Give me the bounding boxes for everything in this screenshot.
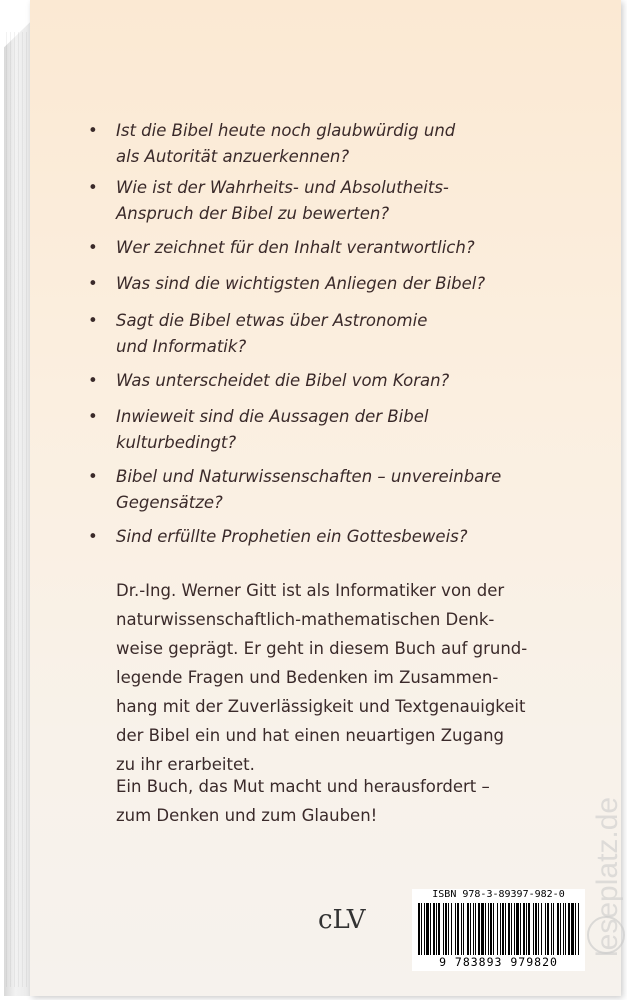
barcode-bar — [421, 903, 422, 955]
question-item — [88, 235, 536, 261]
barcode-bar — [473, 903, 474, 955]
question-line: Ist die Bibel heute noch glaubwürdig und — [116, 121, 456, 140]
tagline-line: zum Denken und zum Glauben! — [116, 806, 378, 825]
question-line: kulturbedingt? — [116, 433, 237, 452]
barcode-bar — [516, 903, 519, 955]
bullet: • — [88, 407, 98, 426]
barcode-bar — [557, 903, 559, 955]
barcode-bar — [426, 903, 429, 955]
bullet: • — [88, 121, 98, 140]
barcode-bar — [538, 903, 539, 955]
barcode-bar — [448, 903, 449, 955]
barcode-bar — [523, 903, 525, 955]
barcode-bar — [445, 903, 447, 955]
publisher-logo: cLV — [318, 905, 366, 935]
barcode-bar — [578, 903, 579, 955]
question-item — [88, 308, 536, 360]
question-line: Sind erfüllte Prophetien ein Gottesbeweis? — [116, 527, 468, 546]
description-line: weise geprägt. Er geht in diesem Buch auf grund- — [116, 639, 528, 658]
barcode-bar — [553, 903, 554, 955]
barcode-bar — [463, 903, 464, 955]
question-line: Sagt die Bibel etwas über Astronomie — [116, 311, 428, 330]
barcode-bar — [541, 903, 542, 955]
question-item — [88, 271, 536, 297]
barcode-bar — [436, 903, 437, 955]
barcode-bar — [560, 903, 561, 955]
description-line: legende Fragen und Bedenken im Zusammen- — [116, 668, 499, 687]
barcode — [416, 903, 581, 955]
barcode-bar — [533, 903, 534, 955]
question-line: und Informatik? — [116, 337, 247, 356]
barcode-bar — [535, 903, 537, 955]
isbn-label: ISBN 978-3-89397-982-0 — [432, 889, 565, 900]
question-item — [88, 118, 536, 170]
watermark — [586, 690, 626, 990]
barcode-bar — [563, 903, 564, 955]
question-line: Was sind die wichtigsten Anliegen der Bibel? — [116, 274, 486, 293]
question-line: Wer zeichnet für den Inhalt verantwortlich? — [116, 238, 475, 257]
barcode-bar — [520, 903, 521, 955]
question-line: Wie ist der Wahrheits- und Absolutheits- — [116, 178, 449, 197]
barcode-bar — [481, 903, 484, 955]
author-description — [116, 576, 556, 779]
barcode-bar — [490, 903, 492, 955]
barcode-number: 9 783893 979820 — [439, 955, 558, 969]
barcode-bar — [514, 903, 515, 955]
barcode-bar — [470, 903, 471, 955]
bullet: • — [88, 178, 98, 197]
barcode-bar — [497, 903, 498, 955]
question-line: Was unterscheidet die Bibel vom Koran? — [116, 371, 450, 390]
bullet: • — [88, 371, 98, 390]
barcode-bar — [551, 903, 552, 955]
barcode-bar — [478, 903, 480, 955]
barcode-bar — [443, 903, 444, 955]
bullet: • — [88, 311, 98, 330]
barcode-bar — [433, 903, 435, 955]
description-line: der Bibel ein und hat einen neuartigen Zugang — [116, 726, 505, 745]
question-line: Inwieweit sind die Aussagen der Bibel — [116, 407, 429, 426]
question-item — [88, 464, 536, 516]
barcode-bar — [430, 903, 431, 955]
bullet: • — [88, 238, 98, 257]
barcode-bar — [418, 903, 420, 955]
barcode-bar — [565, 903, 566, 955]
watermark-text: leseplatz.de — [591, 796, 624, 957]
barcode-bar — [493, 903, 494, 955]
question-item — [88, 524, 536, 550]
barcode-bar — [451, 903, 452, 955]
barcode-bar — [500, 903, 501, 955]
description-line: naturwissenschaftlich-mathematischen Denk- — [116, 610, 495, 629]
bullet: • — [88, 274, 98, 293]
barcode-bar — [502, 903, 504, 955]
barcode-bar — [475, 903, 476, 955]
question-line: als Autorität anzuerkennen? — [116, 147, 350, 166]
description-line: zu ihr erarbeitet. — [116, 755, 255, 774]
barcode-bar — [505, 903, 506, 955]
barcode-block — [412, 889, 585, 971]
barcode-bar — [547, 903, 549, 955]
bullet: • — [88, 527, 98, 546]
barcode-bar — [526, 903, 527, 955]
question-item — [88, 368, 536, 394]
tagline — [116, 772, 556, 830]
question-line: Anspruch der Bibel zu bewerten? — [116, 204, 390, 223]
barcode-bar — [424, 903, 425, 955]
barcode-bar — [508, 903, 510, 955]
barcode-bar — [457, 903, 459, 955]
book-icon — [587, 916, 625, 954]
description-line: Dr.-Ing. Werner Gitt ist als Informatiker von der — [116, 581, 505, 600]
barcode-bar — [485, 903, 486, 955]
question-line: Gegensätze? — [116, 493, 223, 512]
question-line: Bibel und Naturwissenschaften – unvereinbare — [116, 467, 502, 486]
barcode-bar — [568, 903, 570, 955]
barcode-bar — [455, 903, 456, 955]
barcode-bar — [488, 903, 489, 955]
barcode-bar — [571, 903, 574, 955]
barcode-bar — [511, 903, 512, 955]
barcode-bar — [528, 903, 530, 955]
barcode-bar — [575, 903, 576, 955]
barcode-bar — [461, 903, 462, 955]
question-item — [88, 404, 536, 456]
bullet: • — [88, 467, 98, 486]
tagline-line: Ein Buch, das Mut macht und herausfordert – — [116, 777, 490, 796]
barcode-bar — [438, 903, 440, 955]
barcode-bar — [545, 903, 546, 955]
barcode-bar — [467, 903, 469, 955]
question-item — [88, 175, 536, 227]
description-line: hang mit der Zuverlässigkeit und Textgenauigkeit — [116, 697, 526, 716]
